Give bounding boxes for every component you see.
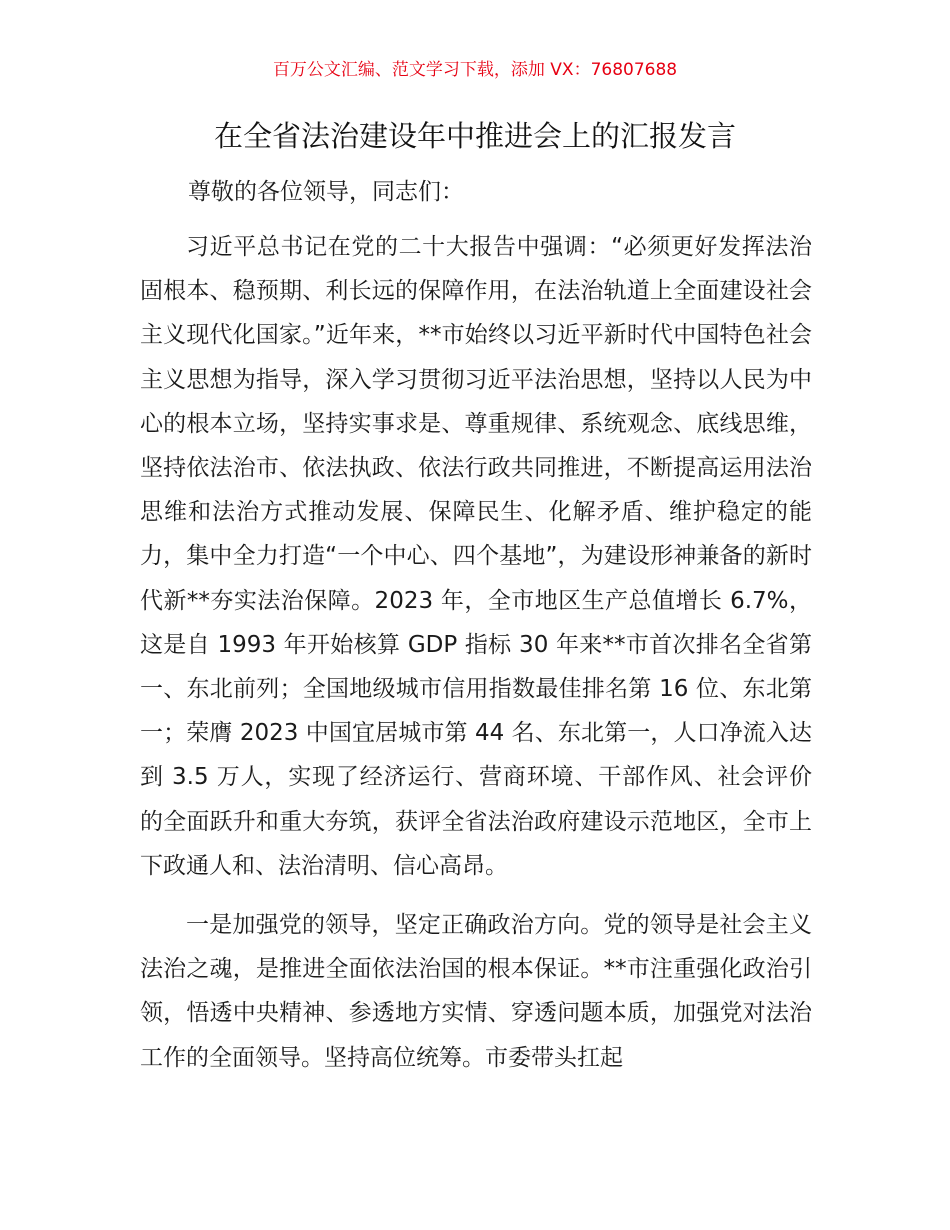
salutation: 尊敬的各位领导，同志们： <box>188 179 464 205</box>
header-banner: 百万公文汇编、范文学习下载，添加 VX：76807688 <box>272 60 678 80</box>
paragraph-party-leadership: 一是加强党的领导，坚定正确政治方向。党的领导是社会主义法治之魂，是推进全面依法治国的根本保证。**市注重强化政治引领，悟透中央精神、参透地方实情、穿透问题本质，加强党对法治工作的全面领导。坚持高位统筹。市委带头扛起 <box>140 912 812 1071</box>
document-title: 在全省法治建设年中推进会上的汇报发言 <box>213 119 736 153</box>
document-body <box>140 170 812 1095</box>
paragraph-intro: 习近平总书记在党的二十大报告中强调：“必须更好发挥法治固根本、稳预期、利长远的保障作用，在法治轨道上全面建设社会主义现代化国家。”近年来，**市始终以习近平新时代中国特色社会主义思想为指导，深入学习贯彻习近平法治思想，坚持以人民为中心的根本立场，坚持实事求是、尊重规律、系统观念、底线思维，坚持依法治市、依法执政、依法行政共同推进，不断提高运用法治思维和法治方式推动发展、保障民生、化解矛盾、维护稳定的能力，集中全力打造“一个中心、四个基地”，为建设形神兼备的新时代新**夯实法治保障。2023 年，全市地区生产总值增长 6.7%，这是自 1993 年开始核算 GDP 指标 30 年来**市首次排名全省第一、东北前列；全国地级城市信用指数最佳排名第 16 位、东北第一；荣膺 2023 中国宜居城市第 44 名、东北第一，人口净流入达到 3.5 万人，实现了经济运行、营商环境、干部作风、社会评价的全面跃升和重大夯筑，获评全省法治政府建设示范地区，全市上下政通人和、法治清明、信心高昂。 <box>140 234 812 879</box>
